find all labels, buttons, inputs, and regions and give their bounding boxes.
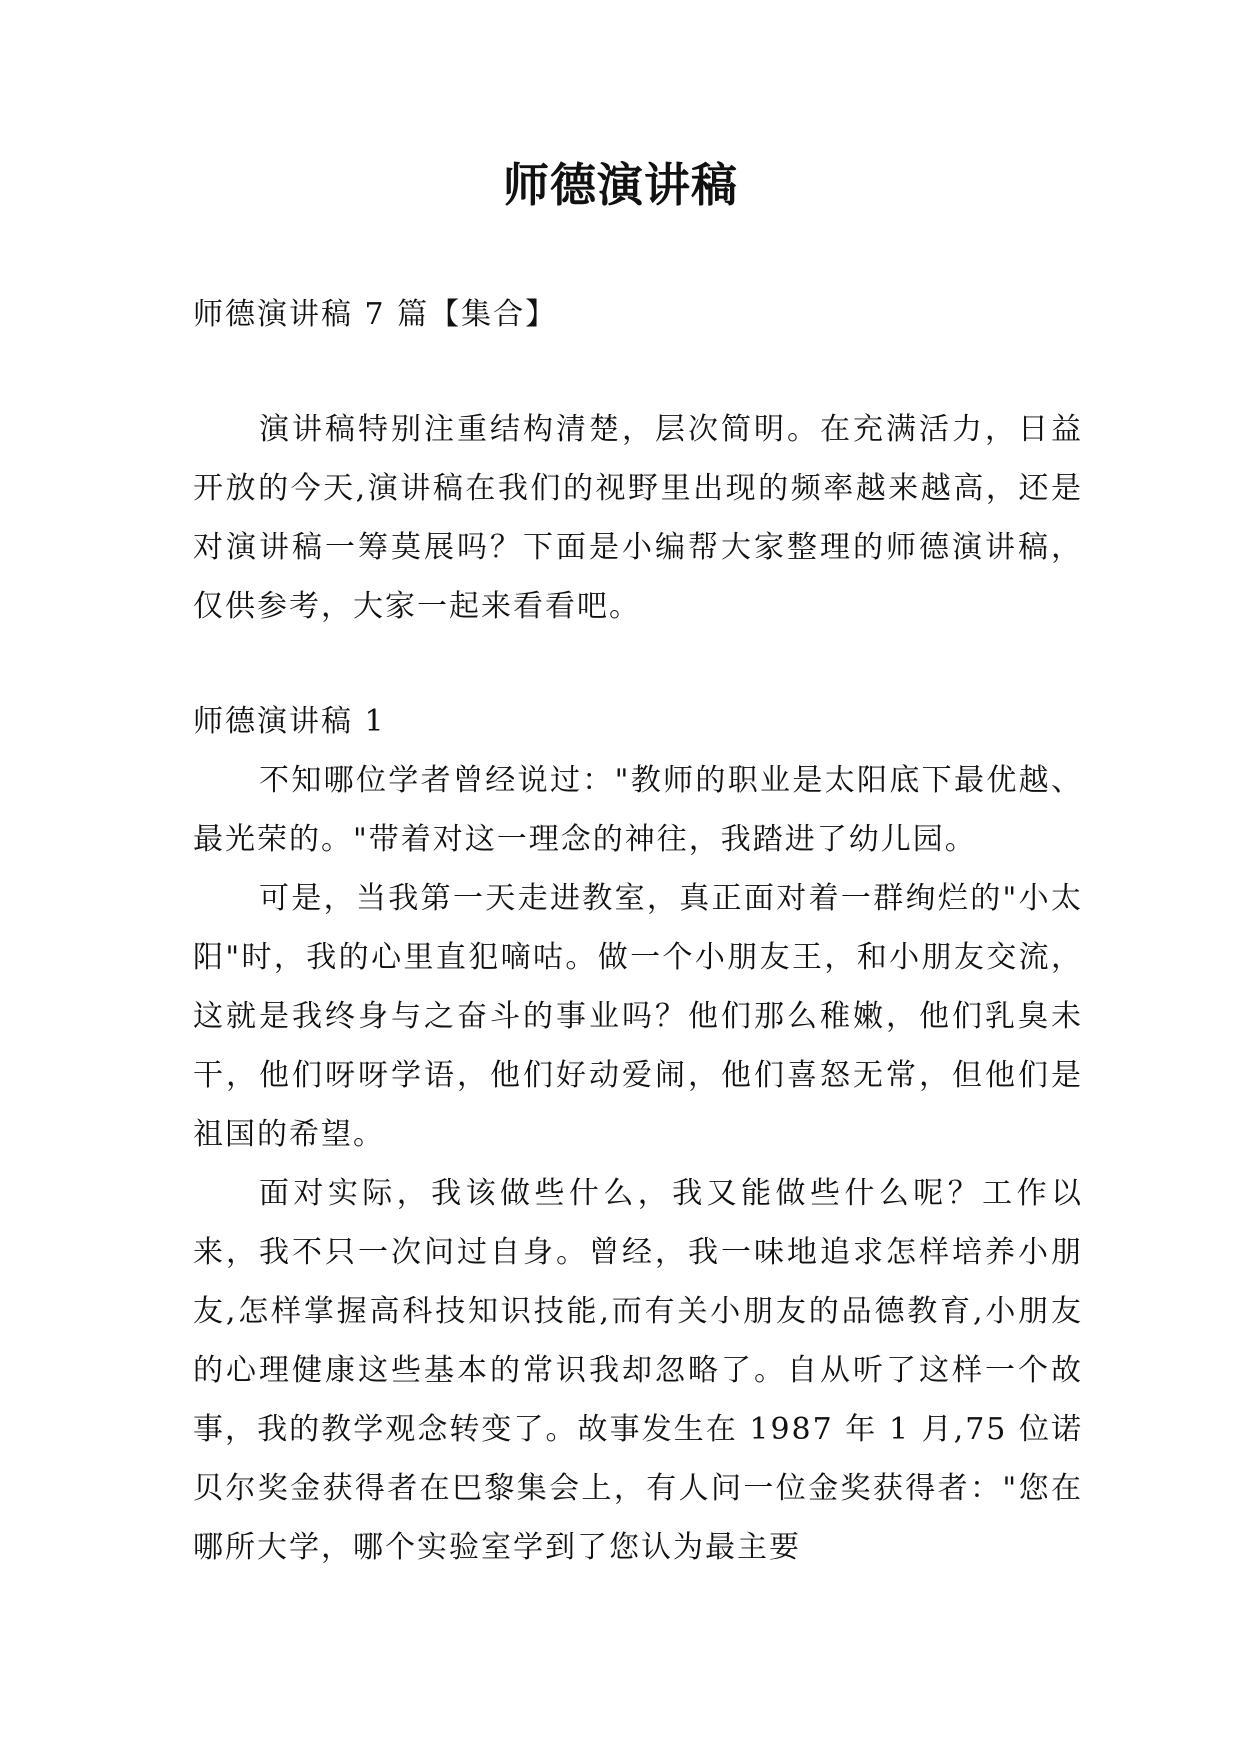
body-paragraph: 面对实际，我该做些什么，我又能做些什么呢？工作以来，我不只一次问过自身。曾经，我一味地追求怎样培养小朋友,怎样掌握高科技知识技能,而有关小朋友的品德教育,小朋友的心理健康这些基本的常识我却忽略了。自从听了这样一个故事，我的教学观念转变了。故事发生在 1987 年 1 月,75 位诺贝尔奖金获得者在巴黎集会上，有人问一位金奖获得者："您在哪所大学，哪个实验室学到了您认为最主要 — [193, 1176, 1083, 1565]
document-subtitle: 师德演讲稿 7 篇【集合】 — [193, 297, 558, 332]
document-title: 师德演讲稿 — [503, 158, 738, 212]
body-paragraph: 可是，当我第一天走进教室，真正面对着一群绚烂的"小太阳"时，我的心里直犯嘀咕。做一个小朋友王，和小朋友交流，这就是我终身与之奋斗的事业吗？他们那么稚嫩，他们乳臭未干，他们呀呀学语，他们好动爱闹，他们喜怒无常，但他们是祖国的希望。 — [193, 881, 1083, 1152]
body-paragraph: 不知哪位学者曾经说过："教师的职业是太阳底下最优越、最光荣的。"带着对这一理念的神往，我踏进了幼儿园。 — [193, 763, 1083, 857]
document-body — [193, 285, 1083, 1577]
section-heading: 师德演讲稿 1 — [193, 704, 386, 739]
intro-paragraph: 演讲稿特别注重结构清楚，层次简明。在充满活力，日益开放的今天,演讲稿在我们的视野里出现的频率越来越高，还是对演讲稿一筹莫展吗？下面是小编帮大家整理的师德演讲稿，仅供参考，大家一起来看看吧。 — [193, 412, 1083, 624]
